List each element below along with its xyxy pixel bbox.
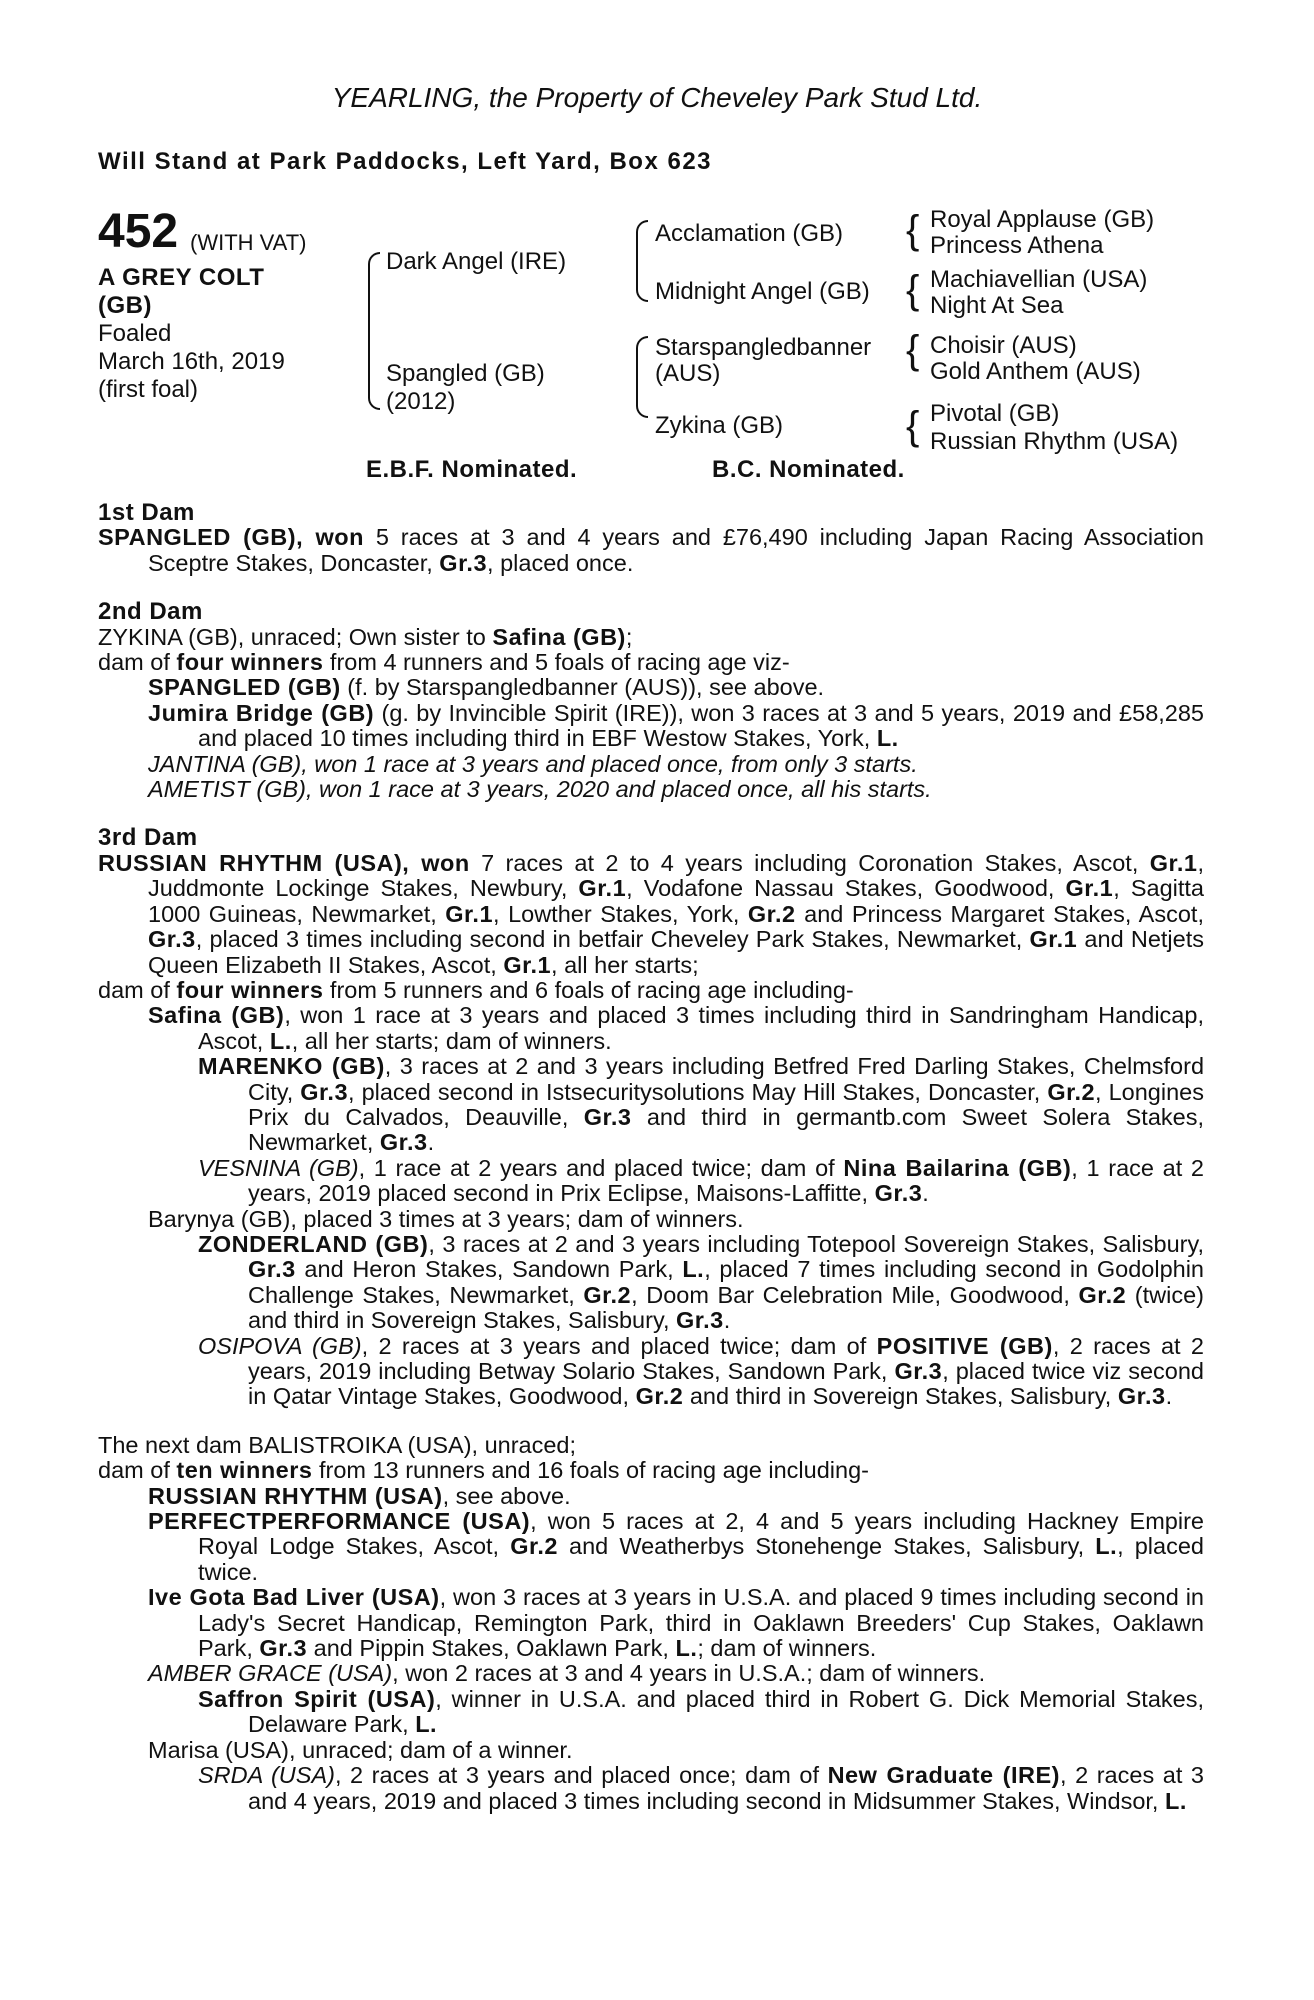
third-dam-heading: 3rd Dam <box>98 824 198 852</box>
catalogue-body <box>98 500 1204 1814</box>
gen3-7: Pivotal (GB) <box>930 400 1060 427</box>
dam-year: (2012) <box>386 388 456 415</box>
sire-sire: Acclamation (GB) <box>655 220 844 247</box>
produce-zonderland: ZONDERLAND (GB), 3 races at 2 and 3 years including Totepool Sovereign Stakes, Salisbury, Gr.3 and Heron Stakes, Sandown Park, L., placed 7 times including second in Godolphin Challenge Stakes, Newmarket, Gr.2, Doom Bar Celebration Mile, Goodwood, Gr.2 (twice) and third in Sovereign Stakes, Salisbury, Gr.3. <box>198 1230 1204 1334</box>
bc-nominated: B.C. Nominated. <box>712 456 905 483</box>
sire-dam: Midnight Angel (GB) <box>655 278 870 305</box>
lot-number: 452 <box>98 205 179 258</box>
produce-ametist: AMETIST (GB), won 1 race at 3 years, 2020 and placed once, all his starts. <box>148 776 932 803</box>
produce-russian-rhythm: RUSSIAN RHYTHM (USA), see above. <box>148 1482 571 1509</box>
brace-1: { <box>906 208 920 252</box>
sire-dam-brace <box>368 252 380 410</box>
gen3-2: Princess Athena <box>930 232 1104 259</box>
page-title: YEARLING, the Property of Cheveley Park Stud Ltd. <box>331 82 983 113</box>
produce-osipova: OSIPOVA (GB), 2 races at 3 years and placed twice; dam of POSITIVE (GB), 2 races at 2 years, 2019 including Betway Solario Stakes, Sandown Park, Gr.3, placed twice viz second in Qatar Vintage Stakes, Goodwood, Gr.2 and third in Sovereign Stakes, Salisbury, Gr.3. <box>198 1332 1205 1410</box>
dam-name: Spangled (GB) <box>386 360 545 387</box>
produce-spangled: SPANGLED (GB) (f. by Starspangledbanner (AUS)), see above. <box>148 674 825 701</box>
produce-marenko: MARENKO (GB), 3 races at 2 and 3 years including Betfred Fred Darling Stakes, Chelmsford City, Gr.3, placed second in Istsecuritysolutions May Hill Stakes, Doncaster, Gr.2, Longines Prix du Calvados, Deauville, Gr.3 and third in germantb.com Sweet Solera Stakes, Newmarket, Gr.3. <box>198 1053 1205 1156</box>
dam-sire-line1: Starspangledbanner <box>655 334 872 361</box>
sire-brace <box>636 220 648 302</box>
lot-desc-line2: (GB) <box>98 292 152 319</box>
lot-desc-line1: A GREY COLT <box>98 264 265 291</box>
gen3-1: Royal Applause (GB) <box>930 206 1155 233</box>
foal-note: (first foal) <box>98 376 199 403</box>
produce-perfectperformance: PERFECTPERFORMANCE (USA), won 5 races at 2, 4 and 5 years including Hackney Empire Royal Lodge Stakes, Ascot, Gr.2 and Weatherbys Stonehenge Stakes, Salisbury, L., placed twice. <box>148 1508 1204 1585</box>
gen3-3: Machiavellian (USA) <box>930 266 1148 293</box>
brace-4: { <box>906 404 920 448</box>
gen3-6: Gold Anthem (AUS) <box>930 358 1141 385</box>
gen3-4: Night At Sea <box>930 292 1064 319</box>
next-dam-line2: dam of ten winners from 13 runners and 16 foals of racing age including- <box>98 1457 869 1484</box>
first-dam-heading: 1st Dam <box>98 499 195 526</box>
second-dam-line1: ZYKINA (GB), unraced; Own sister to Safina (GB); <box>98 623 633 650</box>
produce-saffron-spirit: Saffron Spirit (USA), winner in U.S.A. and placed third in Robert G. Dick Memorial Stakes, Delaware Park, L. <box>198 1685 1204 1738</box>
dam-brace <box>636 336 648 418</box>
brace-2: { <box>906 268 920 312</box>
second-dam-heading: 2nd Dam <box>98 598 203 626</box>
produce-barynya: Barynya (GB), placed 3 times at 3 years; dam of winners. <box>148 1205 744 1232</box>
produce-jumira-bridge: Jumira Bridge (GB) (g. by Invincible Spirit (IRE)), won 3 races at 3 and 5 years, 2019 and £58,285 and placed 10 times including third in EBF Westow Stakes, York, L. <box>148 699 1205 752</box>
sire-name: Dark Angel (IRE) <box>386 248 567 275</box>
foaled-date: March 16th, 2019 <box>98 348 285 375</box>
gen3-5: Choisir (AUS) <box>930 332 1077 359</box>
vat-note: (WITH VAT) <box>190 230 307 255</box>
produce-marisa: Marisa (USA), unraced; dam of a winner. <box>148 1736 573 1763</box>
ebf-nominated: E.B.F. Nominated. <box>366 456 578 483</box>
foaled-info <box>98 320 285 404</box>
lot-description <box>98 264 264 320</box>
produce-vesnina: VESNINA (GB), 1 race at 2 years and placed twice; dam of Nina Bailarina (GB), 1 race at 2 years, 2019 placed second in Prix Eclipse, Maisons-Laffitte, Gr.3. <box>198 1154 1204 1207</box>
brace-3: { <box>906 328 920 372</box>
gen3-8: Russian Rhythm (USA) <box>930 428 1179 455</box>
first-dam-text: SPANGLED (GB), won 5 races at 3 and 4 years and £76,490 including Japan Racing Association Sceptre Stakes, Doncaster, Gr.3, placed once. <box>98 524 1205 576</box>
next-dam-line1: The next dam BALISTROIKA (USA), unraced; <box>98 1431 577 1458</box>
dam-dam: Zykina (GB) <box>655 412 784 439</box>
produce-ive-gota-bad-liver: Ive Gota Bad Liver (USA), won 3 races at 3 years in U.S.A. and placed 9 times including second in Lady's Secret Handicap, Remington Park, third in Oaklawn Breeders' Cup Stakes, Oaklawn Park, Gr.3 and Pippin Stakes, Oaklawn Park, L.; dam of winners. <box>148 1584 1204 1662</box>
produce-amber-grace: AMBER GRACE (USA), won 2 races at 3 and 4 years in U.S.A.; dam of winners. <box>148 1660 986 1687</box>
russian-rhythm-record: RUSSIAN RHYTHM (USA), won 7 races at 2 to 4 years including Coronation Stakes, Ascot, Gr.1, Juddmonte Lockinge Stakes, Newbury, Gr.1, Vodafone Nassau Stakes, Goodwood, Gr.1, Sagitta 1000 Guineas, Newmarket, Gr.1, Lowther Stakes, York, Gr.2 and Princess Margaret Stakes, Ascot, Gr.3, placed 3 times including second in betfair Cheveley Park Stakes, Newmarket, Gr.1 and Netjets Queen Elizabeth II Stakes, Ascot, Gr.1, all her starts; <box>98 849 1204 978</box>
produce-srda: SRDA (USA), 2 races at 3 years and placed once; dam of New Graduate (IRE), 2 races at 3 and 4 years, 2019 and placed 3 times including second in Midsummer Stakes, Windsor, L. <box>198 1762 1204 1814</box>
produce-jantina: JANTINA (GB), won 1 race at 3 years and placed once, from only 3 starts. <box>148 750 918 777</box>
foaled-label: Foaled <box>98 320 172 347</box>
location-line: Will Stand at Park Paddocks, Left Yard, Box 623 <box>98 148 713 175</box>
produce-safina: Safina (GB), won 1 race at 3 years and placed 3 times including third in Sandringham Handicap, Ascot, L., all her starts; dam of winners. <box>148 1002 1204 1054</box>
second-dam-line2: dam of four winners from 4 runners and 5 foals of racing age viz- <box>98 649 790 676</box>
dam-sire-line2: (AUS) <box>655 360 721 387</box>
third-dam-produce-summary: dam of four winners from 5 runners and 6 foals of racing age including- <box>98 976 854 1003</box>
